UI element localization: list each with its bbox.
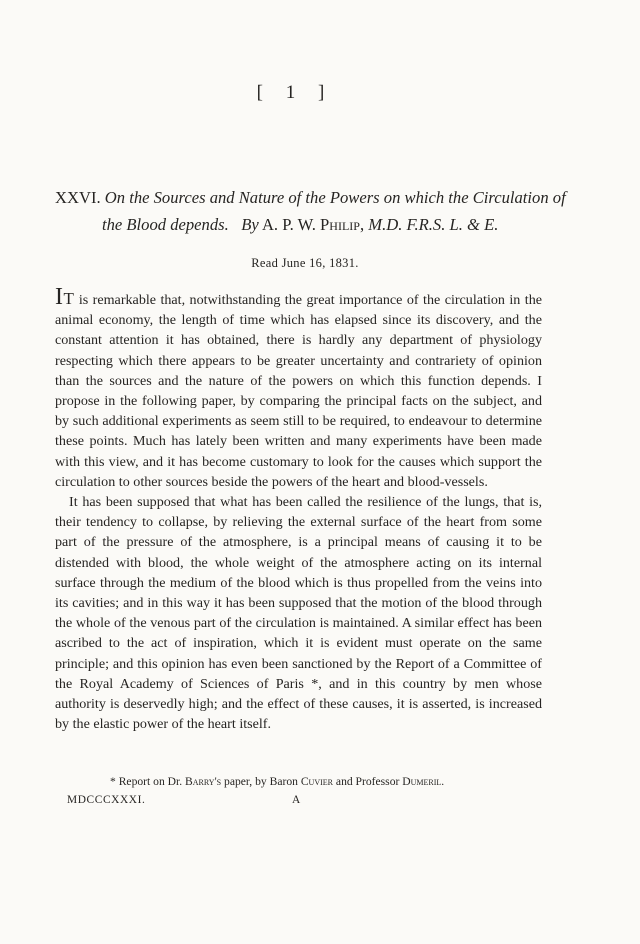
paragraph-2: It has been supposed that what has been called the resilience of the lungs, that is, their tendency to collapse, by relieving the external surface of the heart from some part of the pressure of the atmosphere, is a principal means of causing it to be distended with blood, the whole weight of the atmosphere acting on its internal surface through the medium of the blood which is thus propelled from the veins into its cavities; and in this way it has been supposed that the motion of the blood through the whole of the venous part of the circulation is maintained. A similar effect has been ascribed to the act of inspiration, which it is evident must operate on the same principle; and this opinion has even been sanctioned by the Report of a Committee of the Royal Academy of Sciences of Paris *, and in this country by men whose authority is deservedly high; and the effect of these causes, it is asserted, is increased by the elastic power of the heart itself. [55,494,542,733]
signature-mark: A [292,794,301,806]
footnote-text-b: paper, by Baron [224,775,298,788]
signature-line [67,794,547,806]
read-date: Read June 16, 1831. [251,256,359,270]
footnote-name-dumeril: Dumeril. [402,775,445,788]
title-text-line-2: the Blood depends. [102,215,229,234]
article-body [55,284,542,734]
page-number: [ 1 ] [256,82,334,103]
paragraph-1-text: is remarkable that, notwithstanding the great importance of the circulation in the animal economy, the length of time which has elapsed since its discovery, and the constant attention it has obtained, there is hardly any department of physiology respecting which there appears to be greater uncertainty and contrariety of opinion than the sources and the nature of the powers on which this function depends. I propose in the following paper, by comparing the principal facts on the subject, and by such additional experiments as seem still to be required, to endeavour to determine these points. Much has lately been written and many experiments have been made with this view, and it has become customary to look for the causes which support the circulation to other sources beside the powers of the heart and blood-vessels. [55,292,542,490]
footnote [110,774,560,790]
footnote-text-a: Report on Dr. [118,775,183,788]
article-title [55,184,595,238]
author-surname: Philip, [320,215,365,234]
footnote-text-c: and Professor [335,775,400,788]
title-text-line-1: On the Sources and Nature of the Powers on which the Circulation of [104,188,566,207]
article-number: XXVI. [55,188,101,207]
drop-cap: It [55,284,75,310]
footnote-marker: * [110,775,116,788]
author-credentials: M.D. F.R.S. L. & E. [368,215,499,234]
footnote-name-cuvier: Cuvier [300,775,334,788]
title-line-1 [55,184,595,211]
byline-by: By [241,215,259,234]
footnote-name-barry: Barry's [185,775,222,788]
title-line-2 [55,211,595,238]
volume-year: MDCCCXXXI. [67,794,146,806]
paragraph-1 [55,284,542,492]
author-initials: A. P. W. [261,215,316,234]
